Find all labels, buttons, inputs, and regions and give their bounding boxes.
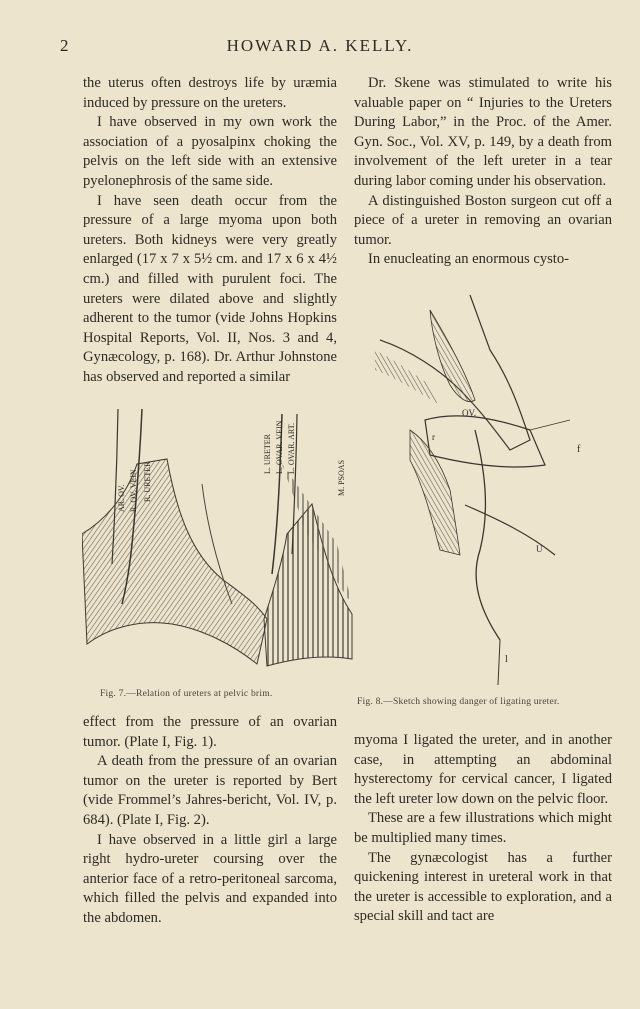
ureter-course [475,430,500,640]
paragraph: myoma I ligated the ureter, and in another case, in attempting an abdominal hysterectomy for cervical cancer, I ligated the left ureter low down on the pelvic floor. [354,732,612,807]
paragraph: I have observed in my own work the association of a pyosalpinx choking the pelvis on the left side with an extensive pyelonephrosis of the same side. [83,114,337,189]
label-r: r [432,432,435,442]
paragraph: effect from the pressure of an ovarian tumor. (Plate I, Fig. 1). [83,714,337,750]
paragraph: These are a few illustrations which might be multiplied many times. [354,810,612,846]
label-l: l [505,654,508,665]
label-ar-ov: AR. OV. [117,484,126,512]
right-column-top [354,74,612,270]
page-number: 2 [60,36,69,55]
paragraph: I have observed in a little girl a large right hydro-ureter coursing over the anterior face of a retro-peritoneal sarcoma, which filled the pelvis and expanded into the abdomen. [83,831,337,926]
left-column-bottom [83,713,337,929]
running-head: HOWARD A. KELLY. [226,36,414,55]
pointer-line-f [530,420,570,430]
pelvis-left-wing [82,459,267,664]
label-r-ov-vein: R. OV. VEIN [129,469,138,512]
paragraph: A death from the pressure of an ovarian tumor on the ureter is reported by Bert (vide Frommel’s Jahres-bericht, Vol. IV, p. 684). (Plate I, Fig. 2). [83,753,337,828]
label-ov: OV. [462,408,477,418]
paragraph: The gynæcologist has a further quickening interest in ureteral work in that the ureter is accessible to exploration, and a special skill and tact are [354,849,612,925]
label-l-ovar-art: L. OVAR. ART. [287,422,296,474]
label-r-ureter: R. URETER [143,461,152,502]
figure-8-illustration [370,280,614,690]
cervix-shading [410,430,460,555]
tube-shading [430,310,475,402]
paragraph: the uterus often destroys life by uræmia induced by pressure on the ureters. [83,75,337,111]
right-column-bottom [354,731,612,927]
label-u: U [536,544,543,554]
paragraph: A distinguished Boston surgeon cut off a piece of a ureter in removing an ovarian tumor. [354,192,612,248]
figure-7-illustration [82,404,360,676]
descending-line [498,640,500,685]
label-l-ovar-vein: L. OVAR. VEIN [275,420,284,474]
label-l-ureter: L. URETER [263,434,272,474]
left-wall-shading [375,350,440,405]
page-header [60,36,580,60]
figure-7-caption: Fig. 7.—Relation of ureters at pelvic brim. [100,688,273,699]
paragraph: I have seen death occur from the pressure of a large myoma upon both ureters. Both kidneys were very greatly enlarged (17 x 7 x 5½ cm. and 17 x 6 x 4½ cm.) and filled with purulent foci. The ureters were dilated above and slightly adherent to the tumor (vide Johns Hopkins Hospital Reports, Vol. II, Nos. 3 and 4, Gynæcology, p. 168). Dr. Arthur Johnstone has observed and reported a similar [83,192,337,385]
label-m-psoas: M. PSOAS [337,459,346,496]
left-column-top [83,74,337,388]
paragraph: In enucleating an enormous cysto- [368,251,570,268]
label-f: f [577,444,581,455]
paragraph: Dr. Skene was stimulated to write his valuable paper on “ Injuries to the Ureters During Labor,” in the Proc. of the Amer. Gyn. Soc., Vol. XV, p. 149, by a death from involvement of the left ureter in a tear during labor coming under his observation. [354,75,612,189]
figure-8-caption: Fig. 8.—Sketch showing danger of ligating ureter. [357,696,560,707]
